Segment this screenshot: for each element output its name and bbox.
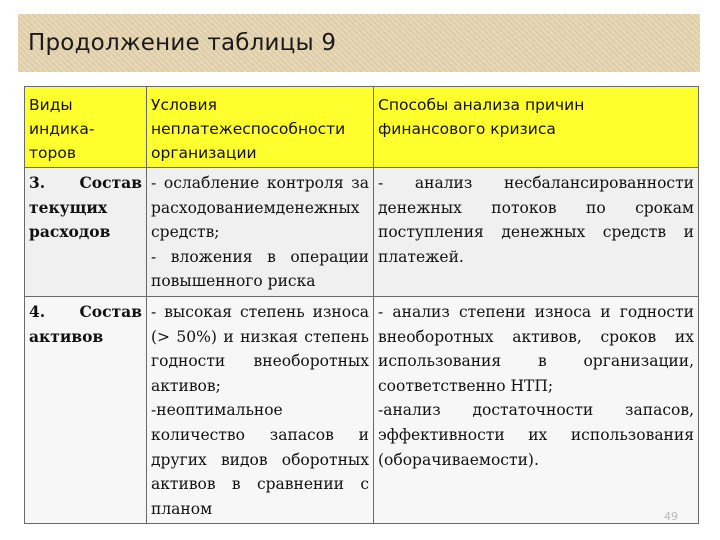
header-line: неплатежеспособности (151, 120, 346, 138)
cell-indicator (25, 168, 147, 297)
cell-line: активов; (151, 376, 221, 395)
cell-methods (374, 168, 699, 297)
table-row (25, 296, 699, 523)
cell-line: других видов оборотных (151, 450, 369, 469)
header-line: Условия (151, 96, 217, 114)
table-row (25, 168, 699, 297)
cell-line: внеоборотных активов, сроков их (378, 327, 694, 346)
cell-line: повышенного риска (151, 272, 316, 291)
cell-line: - анализ степени износа и годности (378, 302, 694, 321)
cell-conditions (147, 168, 374, 297)
cell-line: активов в сравнении с (151, 475, 369, 494)
header-line: Виды (29, 96, 73, 114)
cell-line: (> 50%) и низкая степень (151, 327, 369, 346)
header-insolvency-conditions (147, 87, 374, 168)
cell-line: поступления денежных средств и (378, 223, 694, 242)
cell-line: соответственно НТП; (378, 376, 554, 395)
cell-conditions (147, 296, 374, 523)
cell-line: -анализ достаточности запасов, (378, 401, 694, 420)
cell-line: 3. Состав (29, 173, 142, 192)
cell-indicator (25, 296, 147, 523)
cell-line: денежных потоков по срокам (378, 198, 694, 217)
cell-line: (оборачиваемости). (378, 450, 539, 469)
cell-line: -неоптимальное (151, 401, 283, 420)
cell-line: расходованиемденежных (151, 198, 360, 217)
cell-line: - высокая степень износа (151, 302, 369, 321)
cell-line: эффективности их использования (378, 425, 694, 444)
cell-line: средств; (151, 223, 220, 242)
header-line: финансового кризиса (378, 120, 556, 138)
header-line: организации (151, 144, 257, 162)
table-container (24, 86, 698, 524)
table-header-row (25, 87, 699, 168)
cell-line: текущих (29, 197, 108, 217)
cell-line: планом (151, 499, 213, 518)
cell-line: активов (29, 326, 104, 346)
cell-line: платежей. (378, 247, 464, 266)
page-number: 49 (664, 510, 678, 523)
header-line: торов (29, 144, 76, 162)
cell-line: количество запасов и (151, 425, 369, 444)
header-line: Способы анализа причин (378, 96, 585, 114)
cell-line: 4. Состав (29, 301, 142, 321)
analysis-table (24, 86, 699, 524)
header-line: индика- (29, 120, 95, 138)
header-analysis-methods (374, 87, 699, 168)
cell-methods (374, 296, 699, 523)
cell-line: годности внеоборотных (151, 352, 369, 371)
cell-line: - ослабление контроля за (151, 174, 369, 192)
cell-line: использования в организации, (378, 352, 694, 371)
cell-line: - вложения в операции (151, 247, 369, 266)
slide-title-bar (18, 14, 700, 72)
cell-line: - анализ несбалансированности (378, 174, 694, 192)
header-indicator-types (25, 87, 147, 168)
slide-title: Продолжение таблицы 9 (28, 30, 337, 56)
cell-line: расходов (29, 222, 111, 242)
